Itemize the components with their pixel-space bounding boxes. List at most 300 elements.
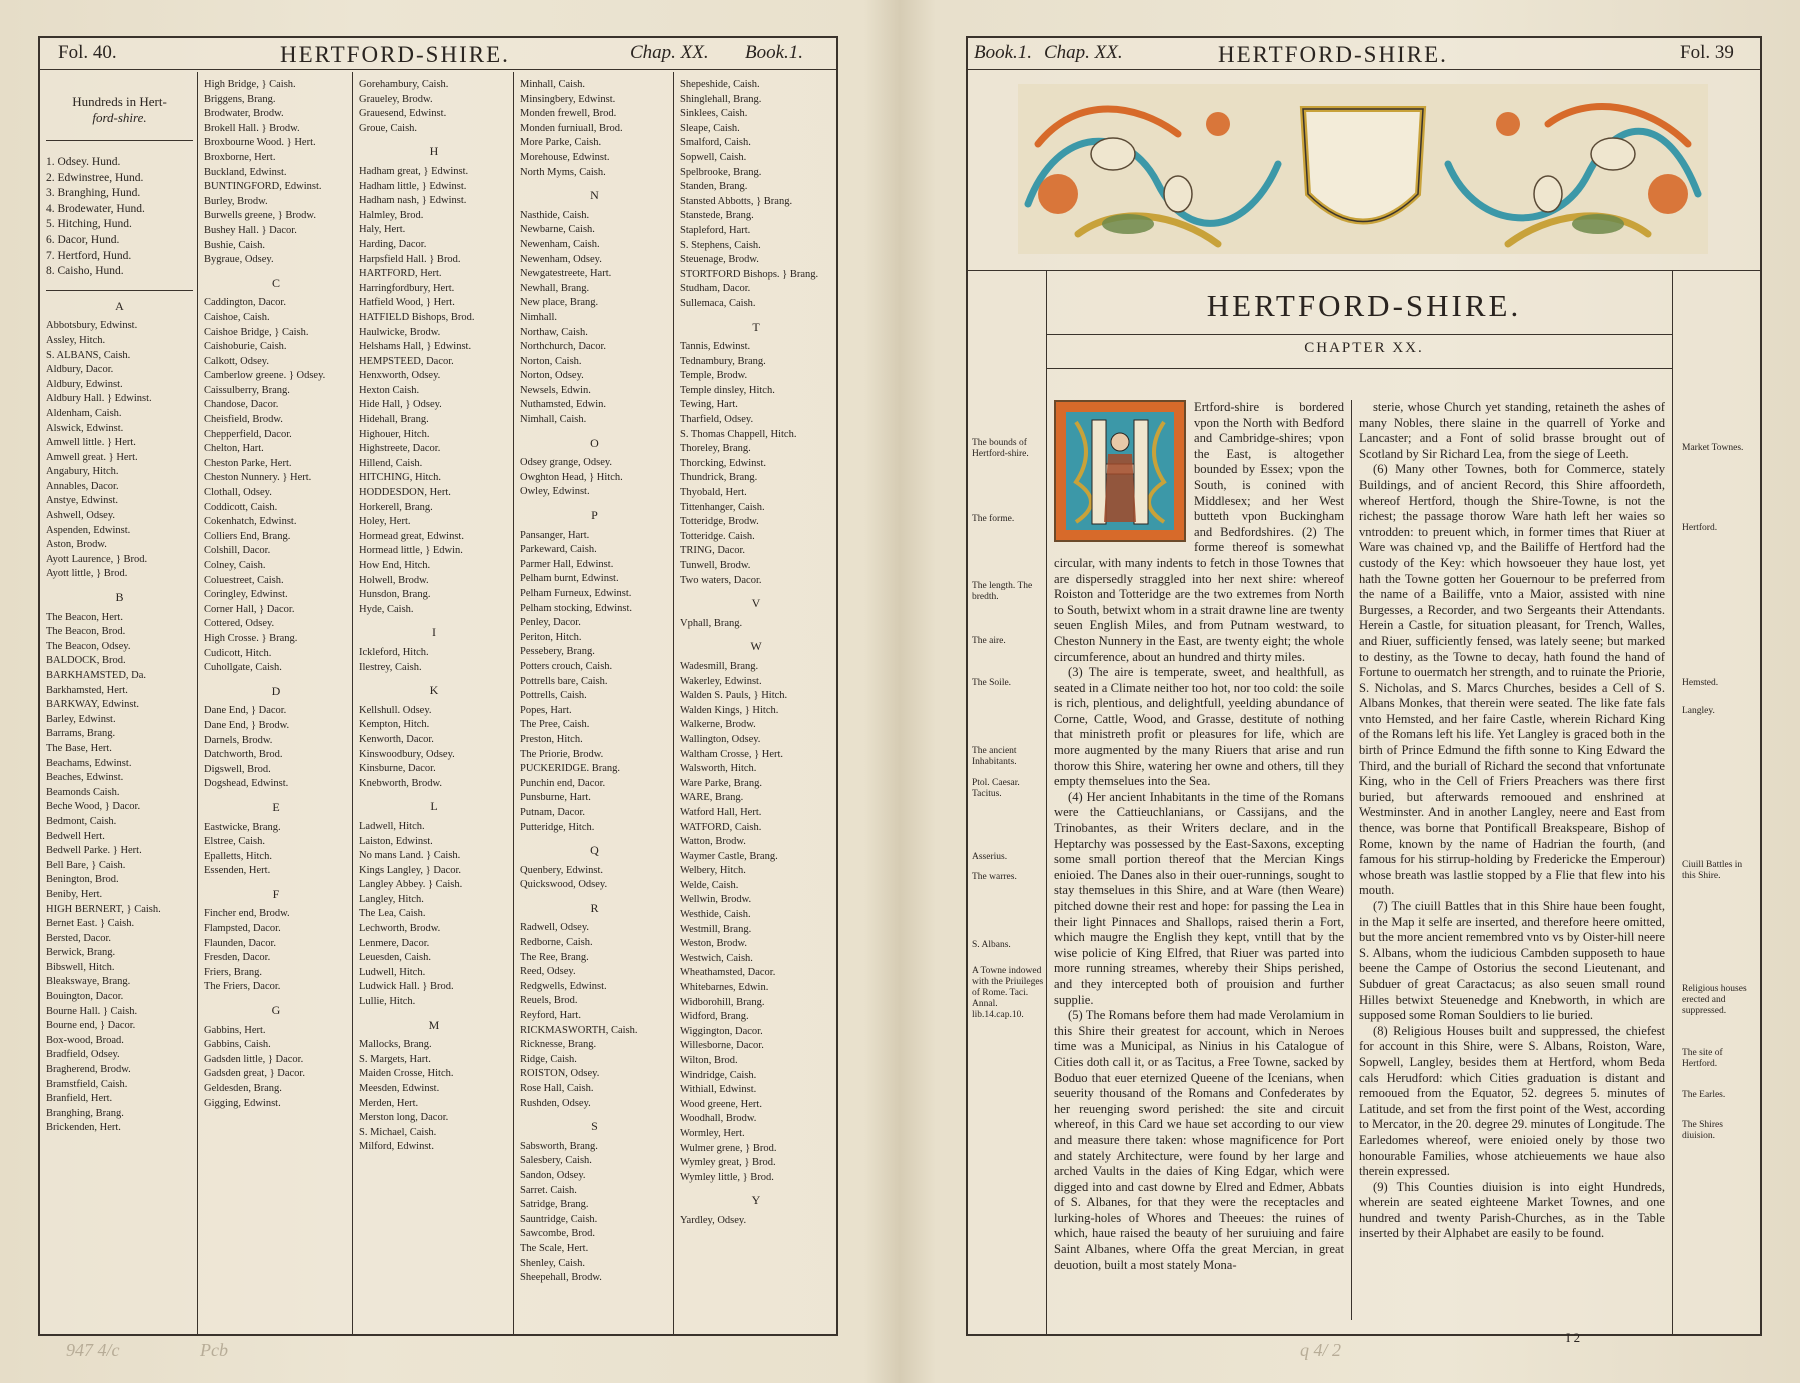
place-entry: Putnam, Dacor. <box>520 806 586 818</box>
place-entry: The Beacon, Brod. <box>46 626 126 638</box>
place-entry: Periton, Hitch. <box>520 631 582 643</box>
margin-note: The ancient Inhabitants. <box>972 746 1017 767</box>
place-entry: Bedwell Parke. } Hert. <box>46 845 142 857</box>
place-entry: Newhall, Brang. <box>520 282 590 294</box>
letter-heading: Q <box>590 843 599 858</box>
column-entries <box>680 78 832 1229</box>
place-entry: Wood greene, Hert. <box>680 1098 762 1110</box>
place-entry: Groue, Caish. <box>359 122 418 134</box>
place-entry: Beaches, Edwinst. <box>46 772 124 784</box>
place-entry: S. Thomas Chappell, Hitch. <box>680 428 797 440</box>
body-paragraph: (5) The Romans before them had made Verolamium in this Shire their greatest for account, which in Neroes time was a Municipal, as Ninius in his Catalogue of Cities doth call it, or as Tacitus, a Free Towne, sacked by Boduo that euer eternized Queene of the Icenians, when seuerity thousand of the Romans and Confederates by her reuenging sword perished: the site and circuit whereof, in this Card we haue set according to our view and measure there taken: whose magnificence for Port and stately Architecture, were found by her large and arched Vaults in the daies of King Edgar, which were digged into and cast downe by Elred and Edmer, Abbats of S. Albanes, for that they were the receptacles and lurking-holes of Whores and Theeues: the ruines of which, haue raised the beauty of her suruiuing and faire Saint Albanes, where Offa the great Mercian, in great deuotion, built a most stately Mona- <box>1054 1008 1344 1272</box>
place-entry: Pelham burnt, Edwinst. <box>520 573 619 585</box>
place-entry: Highstreete, Dacor. <box>359 443 441 455</box>
chapter-number: CHAPTER XX. <box>1304 340 1424 356</box>
place-entry: New place, Brang. <box>520 297 599 309</box>
hundred-item: 7. Hertford, Hund. <box>46 249 132 262</box>
place-entry: Flampsted, Dacor. <box>204 923 281 935</box>
place-entry: Morehouse, Edwinst. <box>520 151 610 163</box>
place-entry: Waymer Castle, Brang. <box>680 850 778 862</box>
left-running-head <box>40 38 836 70</box>
hundreds-title: Hundreds in Hert- ford-shire. <box>72 94 167 125</box>
hundred-item: 1. Odsey. Hund. <box>46 156 121 168</box>
place-entry: The Scale, Hert. <box>520 1242 589 1254</box>
place-entry: Waltham Crosse, } Hert. <box>680 748 784 760</box>
place-entry: Branfield, Hert. <box>46 1093 113 1105</box>
place-entry: Lenmere, Dacor. <box>359 937 430 949</box>
place-entry: Buckland, Edwinst. <box>204 166 287 178</box>
place-entry: Burwells greene, } Brodw. <box>204 210 316 222</box>
left-margin-rule <box>1046 270 1047 1336</box>
margin-note: Ptol. Caesar. Tacitus. <box>972 778 1020 799</box>
place-entry: Harpsfield Hall. } Brod. <box>359 253 461 265</box>
place-entry: Kempton, Hitch. <box>359 719 430 731</box>
index-column-4 <box>514 72 674 1334</box>
place-entry: Wymley great, } Brod. <box>680 1157 776 1169</box>
place-entry: Broxbourne Wood. } Hert. <box>204 137 316 149</box>
place-entry: Nimhall, Caish. <box>520 414 587 426</box>
place-entry: Ludwell, Hitch. <box>359 966 426 978</box>
body-paragraph: (4) Her ancient Inhabitants in the time of the Romans were the Cattieuchlanians, or Cassijans, and the Trinobantes, as their Writers declare, and in the Heptarchy was possessed by the East-Saxons, excepting some small portion thereof that the Mercian Kings enioied. The Danes also in their ouer-runnings, sought to stay themselues in this Shire, and at Ware (then Weare) pitched downe their rest and hope: for passing the Lea in their light Pinnaces and Shallops, raised therin a Fort, which maugre the English they kept, vntill that by the wise policie of King Elfred, that Riuer was parted into more running streames, whereby their Ships perished, and they intercepted both of prouision and further supplie. <box>1054 789 1344 1007</box>
place-entry: Reuels, Brod. <box>520 995 578 1007</box>
place-entry: Barley, Edwinst. <box>46 713 116 725</box>
place-entry: Hormead great, Edwinst. <box>359 530 464 542</box>
right-folio: Fol. 39 <box>1680 42 1734 63</box>
place-entry: HIGH BERNERT, } Caish. <box>46 903 161 915</box>
place-entry: Bibswell, Hitch. <box>46 961 115 973</box>
place-entry: Chelton, Hart. <box>204 443 264 455</box>
place-entry: Caishoe, Caish. <box>204 311 270 323</box>
place-entry: Yardley, Odsey. <box>680 1214 747 1226</box>
letter-heading: I <box>432 625 436 640</box>
index-column-5 <box>674 72 836 1334</box>
place-entry: Briggens, Brang. <box>204 93 276 105</box>
letter-heading: L <box>430 799 438 814</box>
place-entry: Westmill, Brang. <box>680 923 752 935</box>
place-entry: Standen, Brang. <box>680 181 748 193</box>
place-entry: Temple, Brodw. <box>680 370 748 382</box>
place-entry: Sullemaca, Caish. <box>680 297 756 309</box>
place-entry: Tunwell, Brodw. <box>680 560 751 571</box>
place-entry: Sopwell, Caish. <box>680 151 747 163</box>
place-entry: Epalletts, Hitch. <box>204 850 272 862</box>
margin-note: The bounds of Hertford-shire. <box>972 438 1029 459</box>
place-entry: Norton, Caish. <box>520 355 582 367</box>
place-entry: Gadsden great, } Dacor. <box>204 1068 305 1080</box>
place-entry: Welbery, Hitch. <box>680 865 746 877</box>
body-paragraph: sterie, whose Church yet standing, retaineth the ashes of many Nobles, there slaine in the quarrell of Yorke and Lancaster; and a Font of solid brasse brought out of Scotland by Sir Richard Lea, from the siege of Leeth. <box>1359 400 1665 461</box>
place-entry: Caishoe Bridge, } Caish. <box>204 326 309 338</box>
index-columns <box>40 72 836 1334</box>
place-entry: Thorcking, Edwinst. <box>680 457 767 469</box>
place-entry: Harding, Dacor. <box>359 238 427 250</box>
place-entry: Odsey grange, Odsey. <box>520 457 613 469</box>
place-entry: Gadsden little, } Dacor. <box>204 1053 304 1065</box>
place-entry: Colliers End, Brang. <box>204 530 291 542</box>
place-entry: PUCKERIDGE. Brang. <box>520 763 621 775</box>
place-entry: Temple dinsley, Hitch. <box>680 384 775 396</box>
place-entry: Amwell great. } Hert. <box>46 451 138 463</box>
left-folio: Fol. 40. <box>58 42 117 63</box>
place-entry: Withiall, Edwinst. <box>680 1084 757 1096</box>
hundreds-list <box>46 140 193 291</box>
place-entry: Bell Bare, } Caish. <box>46 859 126 871</box>
place-entry: Holwell, Brodw. <box>359 574 429 586</box>
place-entry: Reed, Odsey. <box>520 966 576 978</box>
place-entry: Bushey Hall. } Dacor. <box>204 224 297 236</box>
place-entry: Wymley little, } Brod. <box>680 1171 774 1183</box>
place-entry: Gabbins, Hert. <box>204 1024 266 1036</box>
place-entry: Pottrells, Caish. <box>520 690 587 702</box>
place-entry: Haulwicke, Brodw. <box>359 326 441 338</box>
place-entry: Salesbery, Caish. <box>520 1155 592 1167</box>
place-entry: The Pree, Caish. <box>520 719 590 731</box>
place-entry: Merden, Hert. <box>359 1097 419 1109</box>
place-entry: Owley, Edwinst. <box>520 486 590 498</box>
left-header-title: HERTFORD-SHIRE. <box>280 42 510 67</box>
place-entry: Kinswoodbury, Odsey. <box>359 748 455 760</box>
place-entry: BUNTINGFORD, Edwinst. <box>204 181 322 193</box>
margin-note: Religious houses erected and suppressed. <box>1682 984 1747 1016</box>
place-entry: Friers, Brang. <box>204 966 263 978</box>
place-entry: Caissulberry, Brang. <box>204 384 290 396</box>
place-entry: Wakerley, Edwinst. <box>680 675 762 687</box>
place-entry: Shinglehall, Brang. <box>680 93 762 105</box>
place-entry: Grauesend, Edwinst. <box>359 108 447 120</box>
margin-note: The Soile. <box>972 678 1012 688</box>
place-entry: Wilton, Brod. <box>680 1055 738 1066</box>
body-paragraph: (9) This Counties diuision is into eight Hundreds, wherein are seated eighteene Market Townes, and one hundred and twenty Parish-Churches, as in the Table inserted by their Alphabet are easily to be found. <box>1359 1179 1665 1241</box>
place-entry: Bleakswaye, Brang. <box>46 976 131 988</box>
place-entry: Monden frewell, Brod. <box>520 108 617 120</box>
place-entry: Windridge, Caish. <box>680 1069 757 1081</box>
place-entry: Northchurch, Dacor. <box>520 341 607 353</box>
place-entry: Stapleford, Hart. <box>680 224 751 236</box>
place-entry: Studham, Dacor. <box>680 283 751 295</box>
place-entry: Wulmer grene, } Brod. <box>680 1142 777 1154</box>
place-entry: Berwick, Brang. <box>46 947 116 959</box>
letter-heading: S <box>591 1119 598 1134</box>
place-entry: Dane End, } Brodw. <box>204 719 290 731</box>
place-entry: Wheathamsted, Dacor. <box>680 967 776 979</box>
place-entry: Ricknesse, Brang. <box>520 1039 597 1051</box>
letter-heading: P <box>591 508 598 523</box>
place-entry: The Beacon, Odsey. <box>46 640 131 652</box>
hundred-item: 8. Caisho, Hund. <box>46 265 124 278</box>
place-entry: Alswick, Edwinst. <box>46 422 124 434</box>
margin-note: Market Townes. <box>1682 443 1744 453</box>
place-entry: Abbotsbury, Edwinst. <box>46 320 138 332</box>
place-entry: Bushie, Caish. <box>204 239 265 251</box>
chapter-rule <box>1046 368 1672 369</box>
place-entry: Newgatestreete, Hart. <box>520 268 612 280</box>
place-entry: Highouer, Hitch. <box>359 428 430 440</box>
place-entry: Hidehall, Brang. <box>359 414 429 426</box>
place-entry: Elstree, Caish. <box>204 836 265 848</box>
place-entry: HARTFORD, Hert. <box>359 268 442 280</box>
place-entry: Hyde, Caish. <box>359 603 414 615</box>
place-entry: Sauntridge, Caish. <box>520 1213 598 1225</box>
place-entry: Corner Hall, } Dacor. <box>204 603 295 615</box>
place-entry: Angabury, Hitch. <box>46 466 119 478</box>
place-entry: Lechworth, Brodw. <box>359 923 441 935</box>
letter-heading: T <box>752 319 760 334</box>
pencil-mark-2: Pcb <box>200 1340 228 1360</box>
place-entry: Cottered, Odsey. <box>204 618 275 630</box>
place-entry: Aldbury Hall. } Edwinst. <box>46 393 152 405</box>
margin-note: Ciuill Battles in this Shire. <box>1682 860 1743 881</box>
place-entry: Wellwin, Brodw. <box>680 894 752 906</box>
place-entry: Nasthide, Caish. <box>520 209 590 221</box>
place-entry: Benington, Brod. <box>46 874 119 886</box>
place-entry: Caddington, Dacor. <box>204 297 286 309</box>
headpiece-divider <box>968 270 1760 271</box>
place-entry: Monden furniuall, Brod. <box>520 122 623 134</box>
letter-heading: Y <box>751 1193 761 1208</box>
place-entry: Bradfield, Odsey. <box>46 1049 120 1061</box>
place-entry: Halmley, Brod. <box>359 209 424 221</box>
place-entry: Popes, Hart. <box>520 704 572 716</box>
place-entry: Hunsdon, Brang. <box>359 589 431 601</box>
place-entry: Broxborne, Hert. <box>204 151 276 163</box>
chapter-title: HERTFORD-SHIRE. <box>1206 288 1522 323</box>
place-entry: Redgwells, Edwinst. <box>520 980 607 992</box>
place-entry: Bedmont, Caish. <box>46 815 117 827</box>
place-entry: Gabbins, Caish. <box>204 1039 271 1051</box>
place-entry: Horkerell, Brang. <box>359 501 433 513</box>
place-entry: High Bridge, } Caish. <box>204 79 296 90</box>
place-entry: Satridge, Brang. <box>520 1199 589 1211</box>
hundred-item: 3. Branghing, Hund. <box>46 187 141 200</box>
margin-note: S. Albans. <box>972 940 1011 950</box>
place-entry: Bourne end, } Dacor. <box>46 1020 136 1032</box>
place-entry: Kings Langley, } Dacor. <box>359 864 462 876</box>
place-entry: Henxworth, Odsey. <box>359 370 441 382</box>
place-entry: Chandose, Dacor. <box>204 399 279 411</box>
place-entry: Sinklees, Caish. <box>680 108 748 120</box>
margin-note: The length. The bredth. <box>972 581 1033 602</box>
place-entry: Colney, Caish. <box>204 560 266 571</box>
place-entry: Harringfordbury, Hert. <box>359 282 455 294</box>
margin-note: The site of Hertford. <box>1682 1048 1723 1069</box>
right-header-title: HERTFORD-SHIRE. <box>1218 42 1448 67</box>
place-entry: Essenden, Hert. <box>204 865 271 877</box>
margin-note: Hemsted. <box>1682 678 1719 688</box>
letter-heading: W <box>750 639 762 654</box>
place-entry: S. Margets, Hart. <box>359 1053 431 1065</box>
place-entry: Wiggington, Dacor. <box>680 1025 763 1037</box>
place-entry: Cudicott, Hitch. <box>204 647 272 659</box>
place-entry: Flaunden, Dacor. <box>204 937 277 949</box>
place-entry: Merston long, Dacor. <box>359 1112 449 1124</box>
index-column-1 <box>40 72 198 1334</box>
place-entry: HODDESDON, Hert. <box>359 487 451 499</box>
place-entry: Box-wood, Broad. <box>46 1034 124 1046</box>
body-paragraph: (6) Many other Townes, both for Commerce, stately Buildings, and of ancient Record, this Shire affoordeth, whereof Hertford, though the Shire-Towne, is not the richest; the passage thorow Ware hath left her waies so vntrodden: to preuent which, in former times that Riuer at Ware was chained vp, and the Bailiffe of Hertford had the custody of the Key: which howsoeuer they haue lost, yet hath the Towne gotten her Gouernour to be preferred from the name of a Bailiffe, vnto a Maior, assisted with nine Burgesses, a Recorder, and two Sergeants their Attendants. Herein a Castle, for situation pleasant, for Trench, Walles, and Riuer, sufficiently fensed, was lately seene; but marked to destiny, as the Towne to decay, hath found the hand of Fortune to ouermatch her strength, and to ruinate the Priorie, S. Nicholas, and S. Marcs Churches, besides a Cell of S. Albans Monkes, that therein were seated. The like fate fals vnto Hemsted, and her faire Castle, wherein Richard King of the Romans left his life. Yet Langley is graced both in the birth of Prince Edmund the fifth sonne to King Edward the Third, and the buriall of Richard the second that vnfortunate King, who in the Cell of Friers Preachers was there first buried, but afterwards remooued and enshrined at Westminster. And in another Langley, neere and East from thence, was borne that Pontificall Breakspeare, Bishop of Rome, known by the name of Hadrian the fourth, (and famous for his stirrup-holding by Fredericke the Emperour) whose breath was lastlie stopped by a Flie that flew into his mouth. <box>1359 462 1666 898</box>
place-entry: Shenley, Caish. <box>520 1257 585 1269</box>
place-entry: Anstye, Edwinst. <box>46 495 119 507</box>
place-entry: Beamonds Caish. <box>46 786 120 798</box>
place-entry: Thyobald, Hert. <box>680 487 747 499</box>
place-entry: STORTFORD Bishops. } Brang. <box>680 268 819 280</box>
place-entry: The Priorie, Brodw. <box>520 748 604 760</box>
place-entry: Wormley, Hert. <box>680 1127 745 1139</box>
letter-heading: G <box>271 1003 281 1018</box>
letter-heading: F <box>272 886 280 901</box>
place-entry: Knebworth, Brodw. <box>359 777 443 789</box>
place-entry: Putteridge, Hitch. <box>520 821 595 833</box>
pencil-mark-3: q 4/ 2 <box>1300 1340 1342 1360</box>
place-entry: Owghton Head, } Hitch. <box>520 471 623 483</box>
place-entry: Newenham, Caish. <box>520 238 600 250</box>
place-entry: Pelham stocking, Edwinst. <box>520 602 632 614</box>
place-entry: Gorehambury, Caish. <box>359 79 449 90</box>
place-entry: Caishoburie, Caish. <box>204 341 287 353</box>
place-entry: Stansted Abbotts, } Brang. <box>680 195 793 207</box>
body-column-2 <box>1359 400 1665 1242</box>
place-entry: Beniby, Hert. <box>46 888 103 900</box>
place-entry: Langley, Hitch. <box>359 893 424 905</box>
place-entry: Rushden, Odsey. <box>520 1097 591 1109</box>
letter-heading: R <box>590 900 599 915</box>
place-entry: Wallington, Odsey. <box>680 733 761 745</box>
place-entry: Bouington, Dacor. <box>46 991 124 1003</box>
body-paragraph: (3) The aire is temperate, sweet, and healthfull, as seated in a Climate neither too hot, nor too cold: the soile is rich, plentious, and delightfull, yeelding abundance of Corne, Cattle, Wood, and Grasse, destitute of nothing that ministreth profit or pleasures for life, which are more augmented by the many Riuers that arise and run thorow this Shire, watering her owne and others, till they empty themselues into the Sea. <box>1054 665 1344 789</box>
place-entry: HATFIELD Bishops, Brod. <box>359 311 475 323</box>
letter-heading: B <box>115 590 124 605</box>
body-column-1 <box>1054 400 1344 1273</box>
place-entry: Bernet East. } Caish. <box>46 918 135 930</box>
place-entry: Norton, Odsey. <box>520 370 584 382</box>
place-entry: Sheepehall, Brodw. <box>520 1272 602 1284</box>
place-entry: Assley, Hitch. <box>46 334 106 346</box>
place-entry: Punsburne, Hart. <box>520 792 591 804</box>
place-entry: Aston, Brodw. <box>46 539 107 551</box>
place-entry: Langley Abbey. } Caish. <box>359 879 463 891</box>
place-entry: Hide Hall, } Odsey. <box>359 399 442 411</box>
place-entry: No mans Land. } Caish. <box>359 850 461 862</box>
place-entry: Cheston Parke, Hert. <box>204 457 292 469</box>
left-page <box>38 36 838 1336</box>
right-header-chap: Chap. XX. <box>1044 42 1123 63</box>
place-entry: HEMPSTEED, Dacor. <box>359 355 454 367</box>
place-entry: Calkott, Odsey. <box>204 355 269 367</box>
place-entry: Walden S. Pauls, } Hitch. <box>680 690 788 702</box>
place-entry: Beachams, Edwinst. <box>46 757 132 769</box>
place-entry: Vphall, Brang. <box>680 617 743 629</box>
place-entry: High Crosse. } Brang. <box>204 632 298 644</box>
place-entry: Ashwell, Odsey. <box>46 510 116 522</box>
place-entry: Bramstfield, Caish. <box>46 1078 128 1090</box>
place-entry: Bygraue, Odsey. <box>204 254 274 266</box>
margin-note: Langley. <box>1682 706 1715 716</box>
place-entry: S. Stephens, Caish. <box>680 239 761 251</box>
place-entry: Sabsworth, Brang. <box>520 1140 598 1152</box>
place-entry: Reyford, Hart. <box>520 1010 581 1022</box>
place-entry: Kenworth, Dacor. <box>359 733 434 745</box>
title-rule <box>1046 334 1672 335</box>
place-entry: Coddicott, Caish. <box>204 501 278 513</box>
place-entry: Beche Wood, } Dacor. <box>46 801 141 813</box>
place-entry: Woodhall, Brodw. <box>680 1113 757 1125</box>
place-entry: Minhall, Caish. <box>520 79 586 90</box>
place-entry: WATFORD, Caish. <box>680 821 762 833</box>
place-entry: Coringley, Edwinst. <box>204 589 288 601</box>
place-entry: Westwich, Caish. <box>680 952 753 964</box>
place-entry: Annables, Dacor. <box>46 480 119 492</box>
letter-heading: N <box>590 188 599 203</box>
place-entry: Cokenhatch, Edwinst. <box>204 516 297 528</box>
place-entry: Pelham Furneux, Edwinst. <box>520 588 632 599</box>
place-entry: Spelbrooke, Brang. <box>680 166 762 178</box>
place-entry: ROISTON, Odsey. <box>520 1068 600 1080</box>
place-entry: Minsingbery, Edwinst. <box>520 93 616 105</box>
place-entry: Gigging, Edwinst. <box>204 1097 281 1109</box>
margin-note: A Towne indowed with the Priuileges of Rome. Taci. Annal. lib.14.cap.10. <box>972 966 1044 1020</box>
place-entry: Ladwell, Hitch. <box>359 820 425 832</box>
place-entry: Parmer Hall, Edwinst. <box>520 558 614 570</box>
place-entry: Leuesden, Caish. <box>359 952 432 964</box>
place-entry: Burley, Brodw. <box>204 195 268 207</box>
decorated-initial-h <box>1054 400 1186 542</box>
place-entry: Hadham nash, } Edwinst. <box>359 195 467 207</box>
place-entry: Barrams, Brang. <box>46 728 116 740</box>
place-entry: Brodwater, Brodw. <box>204 108 284 120</box>
place-entry: Geldesden, Brang. <box>204 1083 282 1094</box>
index-column-3 <box>353 72 514 1334</box>
place-entry: Sawcombe, Brod. <box>520 1228 595 1240</box>
column-entries <box>520 78 669 1286</box>
place-entry: BALDOCK, Brod. <box>46 655 126 667</box>
place-entry: Aldenham, Caish. <box>46 407 122 419</box>
place-entry: Willesborne, Dacor. <box>680 1040 764 1052</box>
hundred-item: 2. Edwinstree, Hund. <box>46 171 144 184</box>
margin-note: Asserius. <box>972 852 1008 862</box>
index-column-2 <box>198 72 353 1334</box>
column-entries <box>359 78 509 1155</box>
place-entry: Darnels, Brodw. <box>204 734 273 746</box>
place-entry: North Myms, Caish. <box>520 166 606 178</box>
place-entry: Bragherend, Brodw. <box>46 1064 131 1076</box>
place-entry: Newbarne, Caish. <box>520 224 595 236</box>
place-entry: Walsworth, Hitch. <box>680 763 757 775</box>
column-entries <box>204 78 348 1111</box>
place-entry: S. Michael, Caish. <box>359 1126 437 1138</box>
place-entry: Coluestreet, Caish. <box>204 574 284 586</box>
place-entry: Helshams Hall, } Edwinst. <box>359 341 472 353</box>
place-entry: Hadham little, } Edwinst. <box>359 180 467 192</box>
place-entry: Meesden, Edwinst. <box>359 1083 440 1094</box>
place-entry: Penley, Dacor. <box>520 617 581 629</box>
place-entry: Watton, Brodw. <box>680 836 746 848</box>
place-entry: Ilestrey, Caish. <box>359 661 422 673</box>
decorative-headpiece <box>1018 84 1708 254</box>
place-entry: Laiston, Edwinst. <box>359 835 433 847</box>
place-entry: Smalford, Caish. <box>680 137 751 149</box>
place-entry: Hormead little, } Edwin. <box>359 545 463 557</box>
place-entry: Graueley, Brodw. <box>359 93 433 105</box>
letter-heading: C <box>271 275 280 290</box>
margin-note: The warres. <box>972 872 1017 882</box>
place-entry: Tharfield, Odsey. <box>680 414 754 426</box>
place-entry: Datchworth, Brod. <box>204 749 283 761</box>
place-entry: Aspenden, Edwinst. <box>46 524 131 536</box>
letter-heading: A <box>115 298 124 313</box>
place-entry: Nimhall. <box>520 311 558 323</box>
place-entry: Maiden Crosse, Hitch. <box>359 1068 454 1080</box>
place-entry: Watford Hall, Hert. <box>680 806 762 818</box>
place-entry: The Friers, Dacor. <box>204 981 281 993</box>
